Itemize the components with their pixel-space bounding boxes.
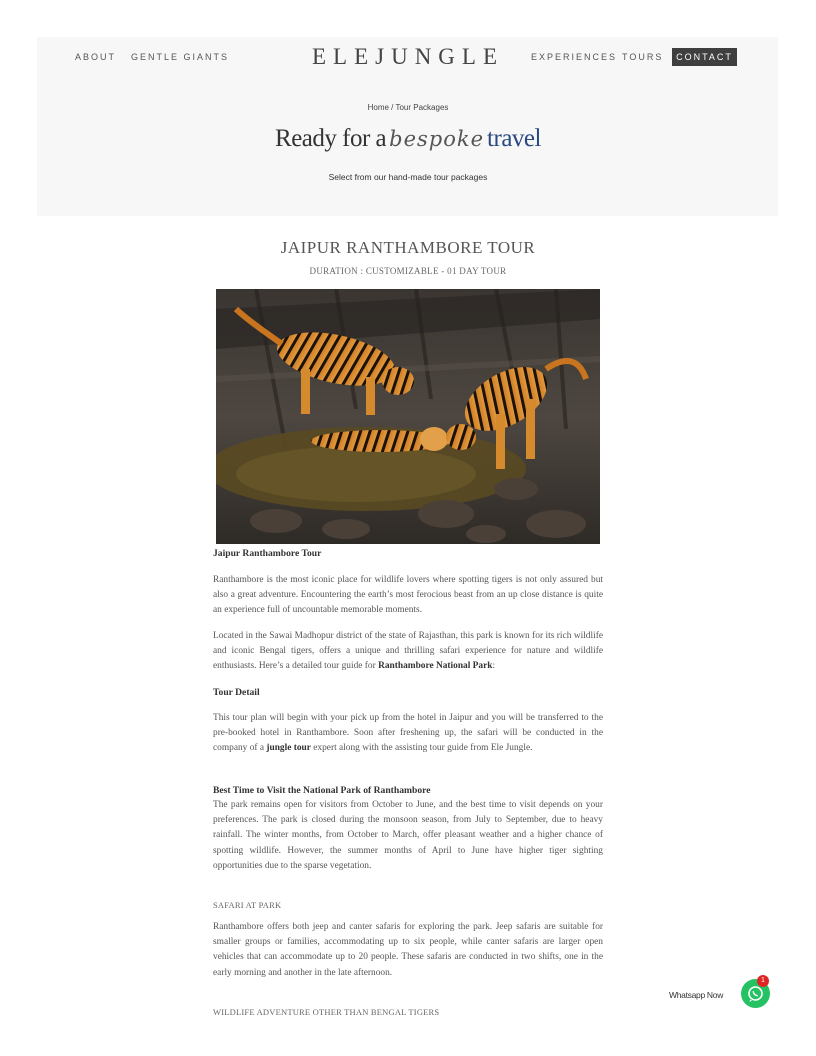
paragraph-location [213, 629, 603, 675]
breadcrumb [0, 103, 816, 112]
paragraph-intro: Ranthambore is the most iconic place for wildlife lovers where spotting tigers is not only assured but also a great adventure. Encountering the earth’s most ferocious beast from an up close distance is quite an experience full of uncountable memorable moments. [213, 575, 603, 616]
headline-script-word: bespoke [389, 127, 485, 151]
tour-detail-heading [213, 685, 603, 701]
paragraph-tour-detail [213, 711, 603, 757]
breadcrumb-current[interactable]: Tour Packages [395, 103, 449, 112]
paragraph-best-time: The park remains open for visitors from October to June, and the best time to visit depends on your preferences. The park is closed during the monsoon season, from July to September, due to heavy rainfall. The winter months, from October to March, offer pleasant weather and a higher chance of spotting wildlife. However, the summer months of April to June have higher tiger sighting opportunities due to the sparse vegetation. [213, 800, 603, 871]
best-time-heading [213, 783, 603, 799]
wildlife-heading: WILDLIFE ADVENTURE OTHER THAN BENGAL TIGERS [213, 1007, 440, 1017]
paragraph-safari: Ranthambore offers both jeep and canter safaris for exploring the park. Jeep safaris are suitable for smaller groups or families, accommodating up to six people, while canter safaris are larger open vehicles that can accommodate up to 20 people. These safaris are conducted in two shifts, one in the early morning and another in the late afternoon. [213, 922, 603, 978]
tour-title: JAIPUR RANTHAMBORE TOUR [280, 238, 536, 257]
whatsapp-label[interactable]: Whatsapp Now [669, 990, 724, 1000]
contact-button[interactable]: CONTACT [672, 48, 737, 66]
link-ranthambore[interactable]: Ranthambore National Park [378, 661, 493, 672]
headline-text: Ready for a [275, 125, 387, 152]
hero-subtitle: Select from our hand-made tour packages [328, 172, 488, 182]
article-heading [213, 546, 603, 562]
breadcrumb-home[interactable]: Home [367, 103, 389, 112]
paragraph-location-end: : [492, 661, 496, 672]
tour-duration: DURATION : CUSTOMIZABLE - 01 DAY TOUR [309, 266, 507, 276]
link-jungle-tour[interactable]: jungle tour [266, 743, 311, 754]
article-heading-text: Jaipur Ranthambore Tour [213, 548, 322, 559]
best-time-heading-text: Best Time to Visit the National Park of Ranthambore [213, 785, 431, 796]
breadcrumb-separator: / [388, 103, 396, 112]
nav-tours[interactable]: TOURS [622, 52, 664, 62]
safari-heading: SAFARI AT PARK [213, 900, 282, 910]
tour-photo [216, 289, 600, 544]
paragraph-location-text: Located in the Sawai Madhopur district of the state of Rajasthan, this park is known for its rich wildlife and iconic Bengal tigers, offers a unique and thrilling safari experience for nature and wildlife enthusiasts. Here’s a detailed tour guide for [213, 631, 603, 672]
paragraph-tour-detail-end: expert along with the assisting tour guide from Ele Jungle. [310, 743, 533, 754]
tour-detail-heading-text: Tour Detail [213, 687, 260, 698]
page-headline [0, 125, 816, 153]
paragraph-tour-detail-text: This tour plan will begin with your pick up from the hotel in Jaipur and you will be transferred to the pre-booked hotel in Ranthambore. Soon after freshening up, the safari will be conducted in the company of a [213, 713, 603, 754]
headline-accent-word: travel [487, 125, 541, 152]
notification-badge: 1 [757, 975, 769, 987]
nav-about[interactable]: ABOUT [75, 52, 117, 62]
nav-experiences[interactable]: EXPERIENCES [531, 52, 618, 62]
brand-logo[interactable]: ELEJUNGLE [311, 44, 505, 69]
nav-gentle-giants[interactable]: GENTLE GIANTS [131, 52, 230, 62]
